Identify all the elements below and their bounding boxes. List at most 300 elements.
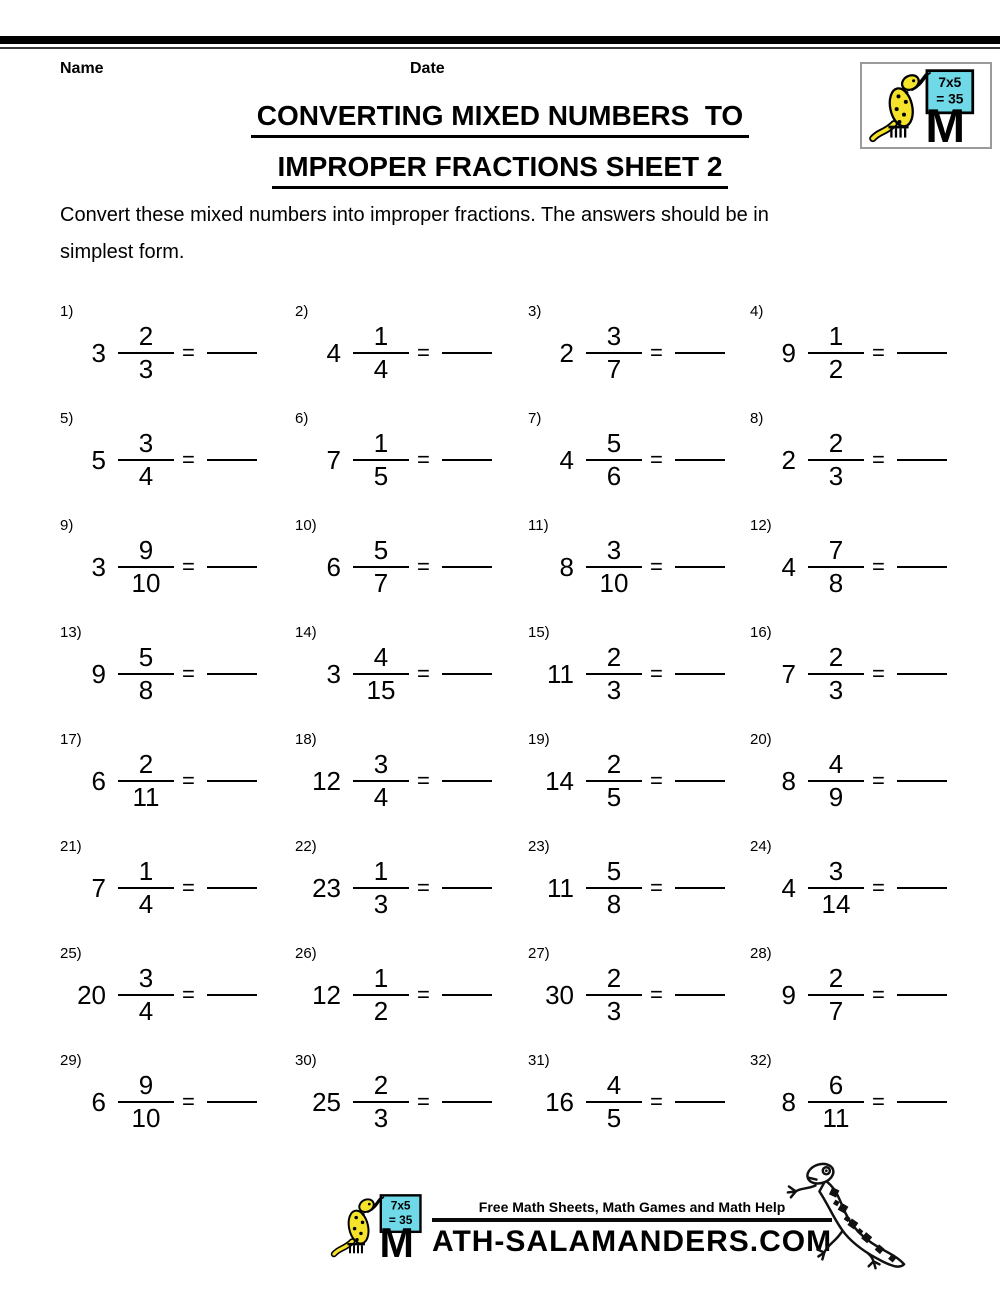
fraction [808,321,864,385]
answer-blank[interactable] [675,352,725,354]
fraction [586,963,642,1027]
fraction-denominator: 5 [373,461,389,491]
footer-text-block [432,1199,832,1259]
fraction-numerator: 1 [828,321,844,351]
whole-number: 3 [326,658,341,689]
fraction-denominator: 10 [131,1103,161,1133]
answer-blank[interactable] [442,673,492,675]
fraction [353,856,409,920]
whole-number: 4 [781,872,796,903]
fraction-numerator: 4 [373,642,389,672]
date-label: Date [410,60,445,77]
problem-number: 25) [60,945,82,962]
problem-number: 24) [750,838,772,855]
equals-sign: = [182,982,195,1007]
fraction-numerator: 7 [828,535,844,565]
whole-number: 11 [547,658,574,689]
equals-sign: = [872,554,885,579]
answer-blank[interactable] [442,459,492,461]
problem-expression [295,963,508,1027]
fraction-denominator: 2 [828,354,844,384]
fraction-denominator: 9 [828,782,844,812]
fraction-numerator: 4 [828,749,844,779]
fraction-denominator: 7 [606,354,622,384]
whole-number: 12 [312,979,341,1010]
fraction-denominator: 4 [373,782,389,812]
equals-sign: = [650,982,663,1007]
whole-number: 6 [91,765,106,796]
title-line-1: CONVERTING MIXED NUMBERS TO [251,100,749,138]
answer-blank[interactable] [897,566,947,568]
whole-number: 4 [326,337,341,368]
page-title [0,100,1000,202]
problem-number: 11) [528,517,549,534]
equals-sign: = [182,1089,195,1114]
whole-number: 5 [91,444,106,475]
answer-blank[interactable] [442,352,492,354]
problem-number: 17) [60,731,82,748]
fraction-numerator: 3 [373,749,389,779]
answer-blank[interactable] [897,994,947,996]
problem-number: 3) [528,303,542,320]
fraction [586,749,642,813]
problem-expression [60,856,275,920]
fraction-denominator: 3 [828,675,844,705]
fraction [353,963,409,1027]
whole-number: 8 [781,1086,796,1117]
fraction-denominator: 8 [138,675,154,705]
whole-number: 30 [545,979,574,1010]
equals-sign: = [650,554,663,579]
answer-blank[interactable] [207,780,257,782]
answer-blank[interactable] [207,673,257,675]
footer-rule [432,1218,832,1222]
fraction-numerator: 3 [606,535,622,565]
fraction-numerator: 2 [138,749,154,779]
problem-number: 9) [60,517,74,534]
answer-blank[interactable] [207,352,257,354]
problem-expression [60,535,275,599]
problem-expression [528,642,730,706]
top-rule-thin [0,47,1000,49]
fraction [118,321,174,385]
problem-expression [750,642,970,706]
whole-number: 12 [312,765,341,796]
problem [40,297,275,404]
problem [508,297,730,404]
fraction [353,428,409,492]
problem-expression [750,749,970,813]
answer-blank[interactable] [897,780,947,782]
problem-number: 13) [60,624,82,641]
fraction-numerator: 9 [138,1070,154,1100]
problem-expression [750,963,970,1027]
fraction-denominator: 7 [828,996,844,1026]
name-label: Name [60,60,104,77]
fraction [586,1070,642,1134]
problem-number: 28) [750,945,772,962]
problem-number: 14) [295,624,317,641]
problem [40,939,275,1046]
problem [40,618,275,725]
problem-expression [750,428,970,492]
fraction-numerator: 2 [828,963,844,993]
problem-number: 1) [60,303,74,320]
equals-sign: = [872,447,885,472]
problem-number: 20) [750,731,772,748]
whole-number: 3 [91,337,106,368]
fraction-numerator: 2 [828,642,844,672]
fraction-numerator: 2 [606,642,622,672]
problem-expression [295,535,508,599]
equals-sign: = [650,661,663,686]
fraction [586,535,642,599]
fraction [808,642,864,706]
whole-number: 9 [781,337,796,368]
problem-expression [295,321,508,385]
problem-expression [60,963,275,1027]
whole-number: 4 [559,444,574,475]
problem [275,511,508,618]
whole-number: 20 [77,979,106,1010]
problem-number: 4) [750,303,764,320]
equals-sign: = [182,340,195,365]
fraction [118,1070,174,1134]
fraction-numerator: 3 [138,428,154,458]
problem [40,725,275,832]
whole-number: 3 [91,551,106,582]
problem-number: 27) [528,945,550,962]
footer [330,1192,832,1259]
whole-number: 8 [559,551,574,582]
whole-number: 8 [781,765,796,796]
fraction-denominator: 2 [373,996,389,1026]
fraction [118,963,174,1027]
problem-number: 32) [750,1052,772,1069]
fraction-denominator: 10 [599,568,629,598]
fraction-denominator: 7 [373,568,389,598]
problem [730,725,970,832]
fraction [808,963,864,1027]
whole-number: 7 [781,658,796,689]
problem [730,939,970,1046]
fraction-denominator: 10 [131,568,161,598]
equals-sign: = [417,340,430,365]
problem-expression [528,749,730,813]
problem-expression [750,856,970,920]
fraction-denominator: 3 [606,675,622,705]
fraction-numerator: 2 [828,428,844,458]
problem-number: 18) [295,731,317,748]
problem-expression [528,1070,730,1134]
problem [730,832,970,939]
problem [275,832,508,939]
fraction [353,535,409,599]
fraction-denominator: 14 [821,889,851,919]
equals-sign: = [650,1089,663,1114]
problem-number: 10) [295,517,317,534]
problem [730,618,970,725]
whole-number: 16 [545,1086,574,1117]
answer-blank[interactable] [675,994,725,996]
fraction [808,1070,864,1134]
equals-sign: = [417,875,430,900]
problem [508,1046,730,1153]
answer-blank[interactable] [675,887,725,889]
fraction [586,642,642,706]
problem-expression [750,535,970,599]
problem-number: 16) [750,624,772,641]
fraction [808,428,864,492]
problem [40,832,275,939]
answer-blank[interactable] [897,352,947,354]
problem-number: 7) [528,410,542,427]
site-name: ATH-SALAMANDERS.COM [432,1225,833,1258]
answer-blank[interactable] [442,887,492,889]
fraction-denominator: 3 [373,889,389,919]
problem-expression [295,428,508,492]
answer-blank[interactable] [207,566,257,568]
problem [508,404,730,511]
fraction-numerator: 2 [138,321,154,351]
title-line-2: IMPROPER FRACTIONS SHEET 2 [272,151,729,189]
fraction [586,856,642,920]
problem-number: 29) [60,1052,82,1069]
instructions-line-2: simplest form. [60,241,185,263]
whole-number: 6 [326,551,341,582]
equals-sign: = [182,875,195,900]
problem-number: 6) [295,410,309,427]
fraction [353,1070,409,1134]
answer-blank[interactable] [897,1101,947,1103]
problem-expression [528,321,730,385]
problem-number: 26) [295,945,317,962]
fraction [586,321,642,385]
footer-tagline: Free Math Sheets, Math Games and Math Help [478,1199,786,1215]
equals-sign: = [650,340,663,365]
problem [275,297,508,404]
fraction-numerator: 2 [373,1070,389,1100]
equals-sign: = [650,875,663,900]
problem-expression [528,856,730,920]
equals-sign: = [417,768,430,793]
fraction-denominator: 3 [138,354,154,384]
whole-number: 6 [91,1086,106,1117]
equals-sign: = [872,1089,885,1114]
problem-expression [528,428,730,492]
fraction [118,642,174,706]
equals-sign: = [417,982,430,1007]
answer-blank[interactable] [675,780,725,782]
fraction-numerator: 3 [606,321,622,351]
equals-sign: = [872,340,885,365]
problem [730,511,970,618]
fraction-denominator: 11 [132,782,160,812]
equals-sign: = [182,447,195,472]
answer-blank[interactable] [897,459,947,461]
fraction [353,321,409,385]
problem-expression [750,321,970,385]
fraction-denominator: 5 [606,1103,622,1133]
answer-blank[interactable] [897,673,947,675]
fraction-numerator: 1 [138,856,154,886]
problem-expression [60,642,275,706]
answer-blank[interactable] [207,1101,257,1103]
problem [730,404,970,511]
equals-sign: = [182,661,195,686]
fraction-denominator: 8 [828,568,844,598]
fraction-numerator: 5 [606,856,622,886]
fraction-denominator: 15 [366,675,396,705]
problem [275,618,508,725]
whole-number: 2 [559,337,574,368]
fraction [353,749,409,813]
fraction [118,856,174,920]
problem [508,511,730,618]
whole-number: 9 [781,979,796,1010]
problem [40,404,275,511]
problem [40,511,275,618]
fraction-denominator: 8 [606,889,622,919]
fraction [586,428,642,492]
fraction-numerator: 6 [828,1070,844,1100]
fraction-numerator: 4 [606,1070,622,1100]
fraction-numerator: 1 [373,963,389,993]
whole-number: 25 [312,1086,341,1117]
problem [508,939,730,1046]
equals-sign: = [182,768,195,793]
fraction-numerator: 3 [138,963,154,993]
problem [508,618,730,725]
problem-number: 31) [528,1052,550,1069]
whole-number: 7 [326,444,341,475]
answer-blank[interactable] [442,780,492,782]
answer-blank[interactable] [897,887,947,889]
answer-blank[interactable] [207,994,257,996]
fraction-numerator: 5 [606,428,622,458]
fraction-denominator: 4 [138,461,154,491]
problem [730,297,970,404]
answer-blank[interactable] [207,459,257,461]
fraction-numerator: 1 [373,321,389,351]
problem-number: 21) [60,838,82,855]
problem-number: 12) [750,517,772,534]
instructions [60,197,940,271]
answer-blank[interactable] [207,887,257,889]
problem [730,1046,970,1153]
whole-number: 2 [781,444,796,475]
fraction [353,642,409,706]
fraction [118,535,174,599]
fraction-numerator: 5 [373,535,389,565]
fraction [808,856,864,920]
problem-expression [60,321,275,385]
problem-expression [750,1070,970,1134]
fraction-numerator: 1 [373,428,389,458]
whole-number: 11 [547,872,574,903]
fraction-denominator: 3 [373,1103,389,1133]
equals-sign: = [182,554,195,579]
problem [275,939,508,1046]
fraction-numerator: 3 [828,856,844,886]
problem [275,1046,508,1153]
problem-expression [295,749,508,813]
answer-blank[interactable] [675,673,725,675]
fraction [118,428,174,492]
problem-number: 2) [295,303,309,320]
whole-number: 9 [91,658,106,689]
equals-sign: = [417,447,430,472]
answer-blank[interactable] [675,566,725,568]
answer-blank[interactable] [442,566,492,568]
equals-sign: = [872,768,885,793]
equals-sign: = [872,982,885,1007]
problem-number: 19) [528,731,550,748]
whole-number: 23 [312,872,341,903]
fraction-denominator: 4 [138,889,154,919]
gecko-icon [782,1158,910,1280]
fraction-denominator: 11 [822,1103,850,1133]
fraction-denominator: 3 [606,996,622,1026]
problems-grid [40,297,970,1153]
fraction-denominator: 5 [606,782,622,812]
problem-number: 30) [295,1052,317,1069]
equals-sign: = [650,447,663,472]
problem-expression [295,642,508,706]
problem-number: 23) [528,838,550,855]
fraction-numerator: 2 [606,749,622,779]
equals-sign: = [872,661,885,686]
fraction-denominator: 4 [138,996,154,1026]
answer-blank[interactable] [442,994,492,996]
problem-expression [528,535,730,599]
fraction-numerator: 9 [138,535,154,565]
problem-number: 22) [295,838,317,855]
problem-expression [60,428,275,492]
equals-sign: = [417,661,430,686]
fraction-numerator: 1 [373,856,389,886]
problem [40,1046,275,1153]
problem [275,404,508,511]
problem-expression [60,749,275,813]
problem-expression [60,1070,275,1134]
problem-expression [528,963,730,1027]
answer-blank[interactable] [675,1101,725,1103]
footer-salamander-logo-icon [330,1192,430,1259]
fraction-denominator: 3 [828,461,844,491]
equals-sign: = [417,1089,430,1114]
fraction [808,749,864,813]
equals-sign: = [650,768,663,793]
equals-sign: = [872,875,885,900]
answer-blank[interactable] [442,1101,492,1103]
problem-expression [295,856,508,920]
fraction-numerator: 2 [606,963,622,993]
instructions-line-1: Convert these mixed numbers into improper fractions. The answers should be in [60,204,769,226]
problem-number: 5) [60,410,74,427]
problem [508,725,730,832]
whole-number: 4 [781,551,796,582]
fraction [808,535,864,599]
whole-number: 7 [91,872,106,903]
problem-number: 8) [750,410,764,427]
fraction [118,749,174,813]
top-rule-thick [0,36,1000,44]
equals-sign: = [417,554,430,579]
answer-blank[interactable] [675,459,725,461]
whole-number: 14 [545,765,574,796]
problem-number: 15) [528,624,550,641]
